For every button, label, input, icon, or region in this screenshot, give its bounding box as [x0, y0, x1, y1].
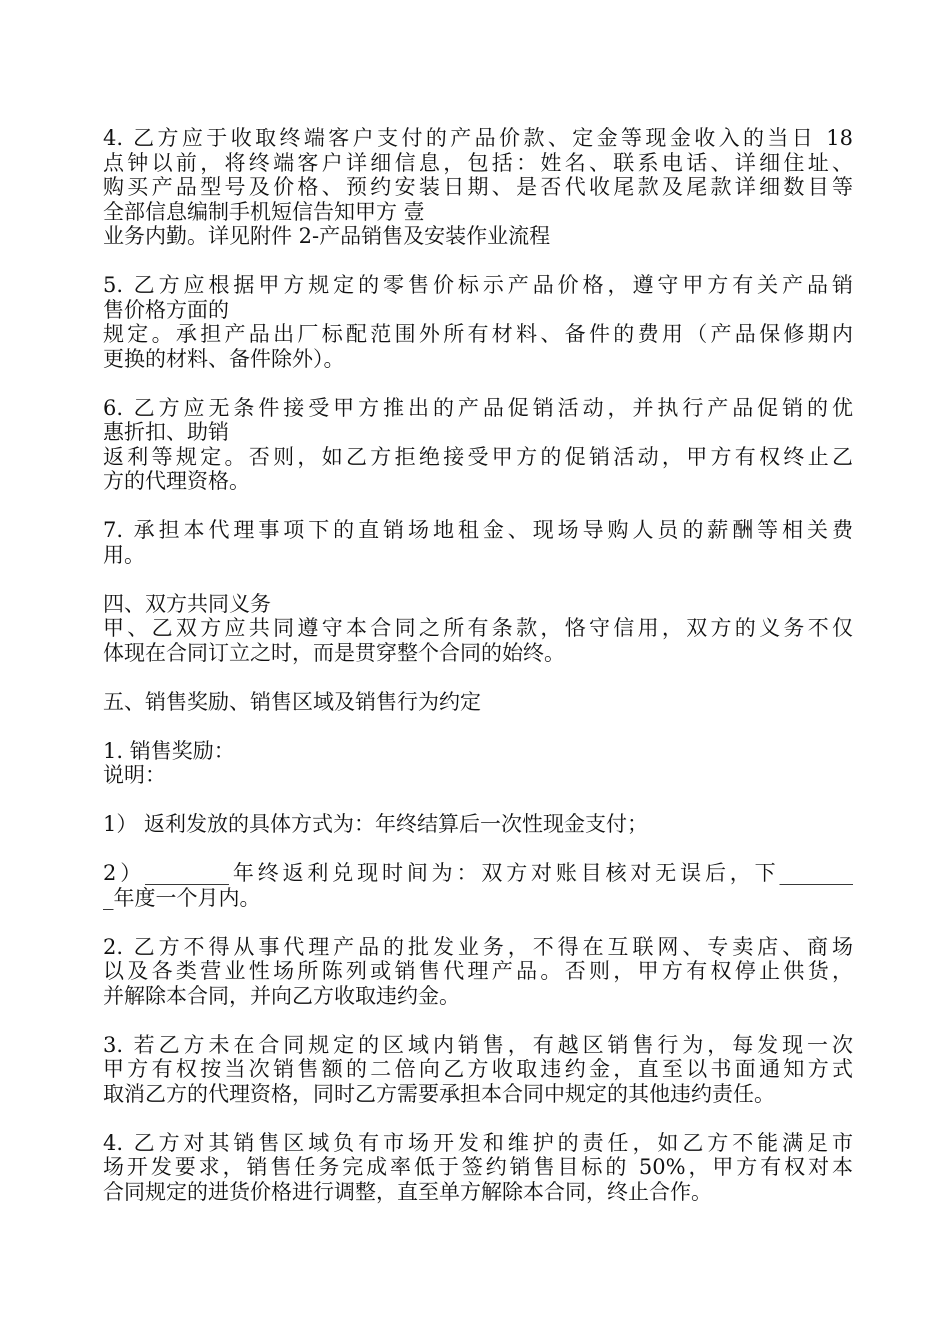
paragraph-s4 — [103, 592, 853, 666]
text-line: 4. 乙方应于收取终端客户支付的产品价款、定金等现金收入的当日 18 — [103, 126, 853, 150]
text-line: 惠折扣、助销 — [103, 420, 229, 444]
paragraph-q1b — [103, 861, 853, 910]
text-line: 2. 乙方不得从事代理产品的批发业务，不得在互联网、专卖店、商场 — [103, 934, 853, 959]
text-line: 7. 承担本代理事项下的直销场地租金、现场导购人员的薪酬等相关费 — [103, 518, 853, 542]
text-line: 业务内勤。详见附件 2-产品销售及安装作业流程 — [103, 224, 551, 248]
paragraph-p7 — [103, 518, 853, 567]
text-line: 2）________年终返利兑现时间为：双方对账目核对无误后，下_______ — [103, 861, 853, 885]
text-line: 1. 销售奖励： — [103, 738, 235, 763]
paragraph-spacer — [103, 714, 853, 739]
document-body — [103, 126, 853, 1204]
paragraph-spacer — [103, 665, 853, 690]
text-line: 3. 若乙方未在合同规定的区域内销售，有越区销售行为，每发现一次 — [103, 1032, 853, 1057]
text-line: 6. 乙方应无条件接受甲方推出的产品促销活动，并执行产品促销的优 — [103, 395, 853, 420]
paragraph-spacer — [103, 567, 853, 592]
paragraph-spacer — [103, 910, 853, 935]
paragraph-spacer — [103, 371, 853, 396]
text-line: _年度一个月内。 — [103, 885, 261, 910]
text-line: 全部信息编制手机短信告知甲方 壹 — [103, 199, 425, 224]
paragraph-q3 — [103, 1033, 853, 1107]
text-line: 五、销售奖励、销售区域及销售行为约定 — [103, 689, 481, 714]
text-line: 更换的材料、备件除外）。 — [103, 346, 345, 371]
paragraph-spacer — [103, 249, 853, 274]
paragraph-q2 — [103, 935, 853, 1009]
paragraph-s5 — [103, 690, 853, 715]
text-line: 用。 — [103, 542, 145, 567]
text-line: 售价格方面的 — [103, 297, 229, 322]
text-line: 并解除本合同，并向乙方收取违约金。 — [103, 983, 460, 1008]
text-line: 场开发要求，销售任务完成率低于签约销售目标的 50%，甲方有权对本 — [103, 1155, 853, 1179]
paragraph-spacer — [103, 837, 853, 862]
paragraph-spacer — [103, 494, 853, 519]
text-line: 甲方有权按当次销售额的二倍向乙方收取违约金，直至以书面通知方式 — [103, 1057, 853, 1081]
paragraph-q1a — [103, 812, 853, 837]
text-line: 1） 返利发放的具体方式为：年终结算后一次性现金支付； — [103, 812, 649, 836]
text-line: 方的代理资格。 — [103, 469, 250, 493]
text-line: 以及各类营业性场所陈列或销售代理产品。否则，甲方有权停止供货， — [103, 959, 853, 983]
text-line: 规定。承担产品出厂标配范围外所有材料、备件的费用（产品保修期内 — [103, 322, 853, 346]
paragraph-spacer — [103, 788, 853, 813]
text-line: 5. 乙方应根据甲方规定的零售价标示产品价格，遵守甲方有关产品销 — [103, 273, 853, 297]
paragraph-q1 — [103, 739, 853, 788]
paragraph-q4 — [103, 1131, 853, 1205]
text-line: 合同规定的进货价格进行调整，直至单方解除本合同，终止合作。 — [103, 1179, 712, 1204]
paragraph-p5 — [103, 273, 853, 371]
paragraph-p4a — [103, 126, 853, 249]
text-line: 说明： — [103, 763, 166, 787]
text-line: 体现在合同订立之时，而是贯穿整个合同的始终。 — [103, 640, 565, 665]
text-line: 取消乙方的代理资格，同时乙方需要承担本合同中规定的其他违约责任。 — [103, 1081, 775, 1106]
paragraph-spacer — [103, 1106, 853, 1131]
text-line: 4. 乙方对其销售区域负有市场开发和维护的责任，如乙方不能满足市 — [103, 1130, 853, 1155]
paragraph-p6 — [103, 396, 853, 494]
text-line: 点钟以前，将终端客户详细信息，包括：姓名、联系电话、详细住址、 — [103, 150, 853, 175]
text-line: 购买产品型号及价格、预约安装日期、是否代收尾款及尾款详细数目等 — [103, 175, 853, 199]
text-line: 返利等规定。否则，如乙方拒绝接受甲方的促销活动，甲方有权终止乙 — [103, 444, 853, 469]
paragraph-spacer — [103, 1008, 853, 1033]
text-line: 甲、乙双方应共同遵守本合同之所有条款，恪守信用，双方的义务不仅 — [103, 616, 853, 640]
text-line: 四、双方共同义务 — [103, 591, 271, 616]
